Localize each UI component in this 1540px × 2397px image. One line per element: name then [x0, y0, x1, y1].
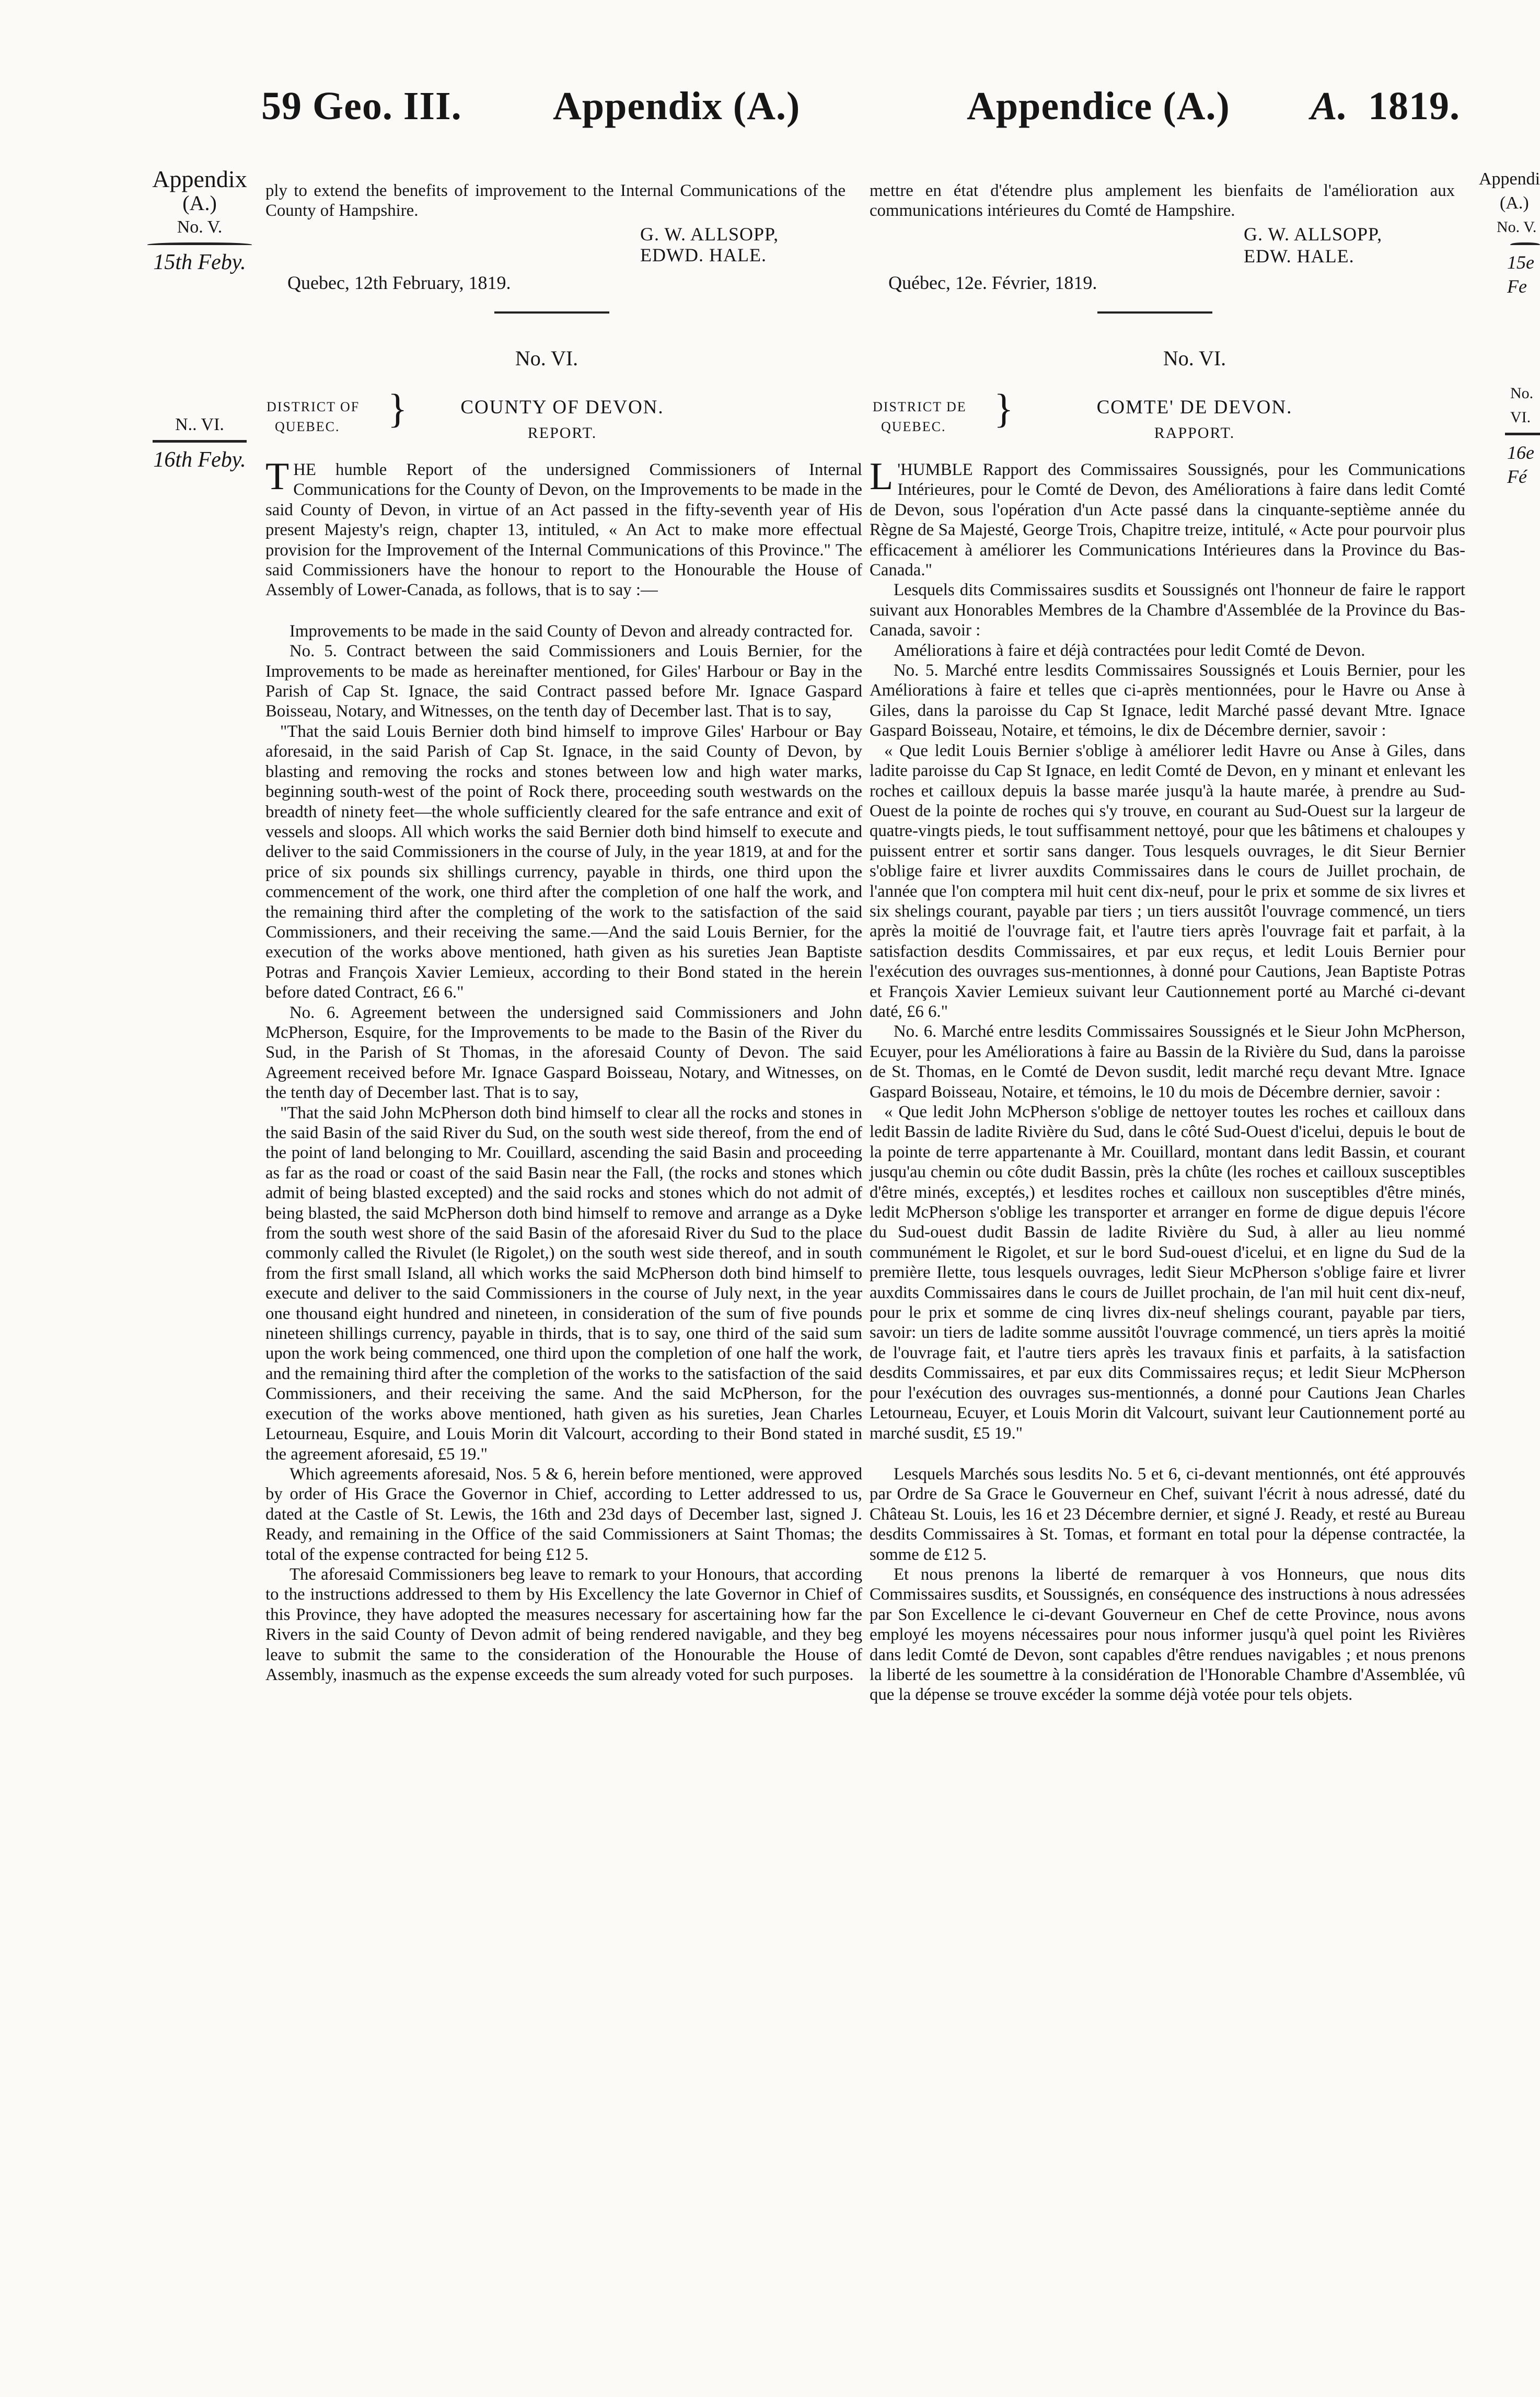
contract-no6-terms-fr: « Que ledit John McPherson s'oblige de nettoyer toutes les roches et cailloux dans ledit Bassin de ladite Rivière du Sud, dans le côté Sud-Ouest d'icelui, depuis le bout de la pointe de terre appartenante à Mr. Couillard, montant dans ledit Bassin, et courant jusqu'au chemin ou côte dudit Bassin, près la chûte (les roches et cailloux susceptibles d'être minés, exceptés,) et lesdites roches et cailloux non susceptibles d'être minés, ledit McPherson s'oblige les transporter et arranger en forme de digue depuis l'écore du Sud-ouest dudit Bassin de ladite Rivière du Sud, à aller au lieu nommé communément le Rigolet, et sur le bord Sud-ouest d'icelui, et en ligne du Sud de la première Ilette, tous lesquels ouvrages, ledit Sieur McPherson s'oblige faire et livrer auxdits Commissaires dans le cours de Juillet prochain, de l'an mil huit cent dix-neuf, pour le prix et somme de cinq livres dix-neuf shelings courant, payable par tiers, savoir: un tiers de ladite somme aussitôt l'ouvrage commencé, un tiers après la moitié de l'ouvrage fait, et l'autre tiers après les travaux finis et parfaits, à la satisfaction desdits Commissaires, et par eux dits Commissaires reçus; et ledit Sieur McPherson pour l'exécution des ouvrages sus-mentionnés, a donné pour Cautions Jean Charles Letourneau, Ecuyer, et Louis Morin dit Valcourt, suivant leur Cautionnement porté au marché susdit, £5 19."	[870, 1103, 1465, 1443]
header-year-letter: A.	[1311, 84, 1348, 128]
contract-no6-terms-en: "That the said John McPherson doth bind himself to clear all the rocks and stones in the said Basin of the said River du Sud, on the south west side thereof, from the end of the point of land belonging to Mr. Couillard, ascending the said Basin and proceeding as far as the road or coast of the said Basin near the Fall, (the rocks and stones which admit of being blasted excepted) and the said rocks and stones which do not admit of being blasted, the said McPherson doth bind himself to remove and arrange as a Dyke from the south west shore of the said Basin of the aforesaid River du Sud to the place commonly called the Rivulet (le Rigolet,) on the south west side thereof, and in south from the first small Island, all which works the said McPherson doth bind himself to execute and deliver to the said Commissioners in the course of July next, in the year one thousand eight hundred and nineteen, in consideration of the sum of five pounds nineteen shillings currency, payable in thirds, that is to say, one third of the said sum upon the work being commenced, one third upon the completion of one half the work, and the remaining third after the completion of the works to the satisfaction of the said Commissioners, and their receiving the same. And the said McPherson, for the execution of the works above mentioned, hath given as his sureties, Jean Charles Letourneau, Esquire, and Louis Morin dit Valcourt, according to their Bond stated in the agreement aforesaid, £5 19."	[265, 1103, 862, 1464]
dateline-en: Quebec, 12th February, 1819.	[287, 272, 511, 293]
margin-brace	[153, 440, 247, 446]
county-title-fr: COMTE' DE DEVON.	[1096, 397, 1293, 418]
section-number-fr: No. VI.	[1163, 346, 1226, 370]
margin-appendix-label: Appendi	[1479, 169, 1540, 189]
signature-hale-fr: EDW. HALE.	[1244, 246, 1354, 267]
remark-paragraph-fr: Et nous prenons la liberté de remarquer à vos Honneurs, que nous dits Commissaires susdits, et Soussignés, en conséquence des instructions à nous adressées par Son Excellence le ci-devant Gouverneur en Chef de cette Province, nous avons employé les moyens nécessaires pour nous informer jusqu'à quel point les Rivières dans ledit Comté de Devon, sont capables d'être rendues navigables ; et nous prenons la liberté de les soumettre à la considération de l'Honorable Chambre d'Assemblée, vû que la dépense se trouve excéder la somme déjà votée pour tels objets.	[870, 1565, 1465, 1705]
margin-date-v: 15th Feby.	[153, 250, 246, 274]
header-regnal-year: 59 Geo. III.	[261, 84, 462, 128]
french-report-column	[870, 455, 1465, 1705]
contract-no5-fr: No. 5. Marché entre lesdits Commissaires Soussignés et Louis Bernier, pour les Améliorations à faire et telles que ci-après mentionnées, pour le Havre ou Anse à Giles, dans la paroisse du Cap St Ignace, ledit Marché passé devant Mtre. Ignace Gaspard Boisseau, Notaire, et témoins, le dix de Décembre dernier, savoir :	[870, 661, 1465, 740]
remark-paragraph-en: The aforesaid Commissioners beg leave to remark to your Honours, that according to the instructions addressed to them by His Excellency the late Governor in Chief of this Province, they have adopted the measures necessary for ascertaining how far the Rivers in the said County of Devon admit of being rendered navigable, and they beg leave to submit the same to the consideration of the Honourable the House of Assembly, inasmuch as the expense exceeds the sum already voted for such purposes.	[265, 1565, 862, 1684]
header-year: 1819.	[1368, 84, 1460, 128]
margin-right-no5	[1479, 167, 1540, 298]
no5-closing-fr	[870, 181, 1455, 221]
dropcap-fr: L	[870, 455, 894, 498]
margin-appendix-label: Appendix	[152, 166, 247, 192]
no5-closing-text-fr: mettre en état d'étendre plus amplement les bienfaits de l'amélioration aux communications intérieures du Comté de Hampshire.	[870, 181, 1455, 221]
no5-closing-en	[265, 181, 846, 221]
approval-paragraph-en: Which agreements aforesaid, Nos. 5 & 6, herein before mentioned, were approved by order of His Grace the Governor in Chief, according to Letter addressed to us, dated at the Castle of St. Lewis, the 16th and 23d days of December last, signed J. Ready, and remaining in the Office of the said Commissioners at Saint Thomas; the total of the expense contracted for being £12 5.	[265, 1464, 862, 1564]
margin-date-v: 15e Fe	[1507, 252, 1534, 297]
contract-no5-en: No. 5. Contract between the said Commissioners and Louis Bernier, for the Improvements to be made as hereinafter mentioned, for Giles' Harbour or Bay in the Parish of Cap St. Ignace, the said Contract passed before Mr. Ignace Gaspard Boisseau, Notary, and Witnesses, on the tenth day of December last. That is to say,	[265, 642, 862, 721]
header-appendix-en: Appendix (A.)	[553, 84, 801, 128]
margin-appendix-letter: (A.)	[1500, 193, 1529, 213]
margin-left-no5	[147, 167, 252, 274]
no5-closing-text-en: ply to extend the benefits of improvement to the Internal Communications of the County of Hampshire.	[265, 181, 846, 221]
contract-no6-fr: No. 6. Marché entre lesdits Commissaires Soussignés et le Sieur John McPherson, Ecuyer, pour les Améliorations à faire au Bassin de la Rivière du Sud, dans la paroisse de St. Thomas, en le Comté de Devon susdit, ledit marché reçu devant Mtre. Ignace Gaspard Boisseau, Notaire, et témoins, le 10 du mois de Décembre dernier, savoir :	[870, 1022, 1465, 1102]
signature-allsopp-en: G. W. ALLSOPP,	[640, 224, 779, 245]
report-intro-en	[265, 455, 862, 600]
district-line-1: DISTRICT OF	[267, 399, 360, 414]
header-appendix-fr: Appendice (A.)	[967, 84, 1230, 128]
signature-hale-en: EDWD. HALE.	[640, 245, 767, 265]
contract-no5-terms-en: "That the said Louis Bernier doth bind himself to improve Giles' Harbour or Bay aforesaid, in the said Parish of Cap St. Ignace, in the said County of Devon, by blasting and removing the rocks and stones between low and high water marks, beginning south-west of the point of Rock there, proceeding south westwards on the breadth of ninety feet—the whole sufficiently cleared for the safe entrance and exit of vessels and sloops. All which works the said Bernier doth bind himself to execute and deliver to the said Commissioners in the course of July, in the year 1819, at and for the price of six pounds six shillings currency, payable in thirds, one third upon the commencement of the work, one third after the completion of one half the work, and the remaining third after the completing of the work to the satisfaction of the said Commissioners, and their receiving the same.—And the said Louis Bernier, for the execution of the works above mentioned, hath given as his sureties Jean Baptiste Potras and François Xavier Lemieux, according to their Bond stated in the herein before dated Contract, £6 6."	[265, 722, 862, 1002]
district-line-2: QUEBEC.	[275, 419, 340, 434]
report-subtitle-en: REPORT.	[527, 424, 597, 442]
district-label-fr	[873, 397, 993, 437]
margin-right-no6	[1479, 381, 1540, 489]
contract-no6-en: No. 6. Agreement between the undersigned said Commissioners and John McPherson, Esquire, for the Improvements to be made to the Basin of the River du Sud, in the Parish of St Thomas, in the aforesaid County of Devon. The said Agreement received before Mr. Ignace Gaspard Boisseau, Notary, and Witnesses, on the tenth day of December last. That is to say,	[265, 1003, 862, 1103]
margin-brace	[1505, 433, 1540, 438]
margin-date-vi: 16e Fé	[1507, 442, 1534, 487]
dateline-fr: Québec, 12e. Février, 1819.	[888, 272, 1097, 293]
report-preamble-fr: Lesquels dits Commissaires susdits et Soussignés ont l'honneur de faire le rapport suivant aux Honorables Membres de la Chambre d'Assemblée de la Province du Bas-Canada, savoir :	[870, 581, 1465, 640]
intro-text-fr: 'HUMBLE Rapport des Commissaires Soussignés, pour les Communications Intérieures, pour le Comté de Devon, des Améliorations à faire dans ledit Comté de Devon, sous l'opération d'un Acte passé dans la cinquante-septième année du Règne de Sa Majesté, George Trois, Chapitre treize, intitulé, « Acte pour pourvoir plus efficacement à améliorer les Communications Intérieures dans la Province du Bas-Canada."	[870, 460, 1465, 580]
margin-number-v: No. V.	[1497, 218, 1537, 236]
report-intro-fr	[870, 455, 1465, 580]
improvements-heading-en: Improvements to be made in the said County of Devon and already contracted for.	[290, 621, 853, 641]
report-subtitle-fr: RAPPORT.	[1154, 424, 1235, 442]
district-label-en	[267, 397, 387, 437]
improvements-heading-fr: Améliorations à faire et déjà contractées pour ledit Comté de Devon.	[894, 641, 1365, 660]
divider-rule-fr	[1097, 311, 1212, 314]
county-title-en: COUNTY OF DEVON.	[460, 397, 664, 418]
district-line-1: DISTRICT DE	[873, 399, 967, 414]
section-number-en: No. VI.	[515, 346, 578, 370]
english-report-column	[265, 455, 862, 1685]
divider-rule-en	[494, 311, 609, 314]
dropcap-en: T	[265, 455, 290, 498]
contract-no5-terms-fr: « Que ledit Louis Bernier s'oblige à améliorer ledit Havre ou Anse à Giles, dans ladite paroisse du Cap St Ignace, en ledit Comté de Devon, en y minant et enlevant les roches et cailloux depuis la basse marée jusqu'à la haute marée, à prendre au Sud-Ouest de la pointe de roches qui s'y trouve, en courant au Sud-Ouest sur la largeur de quatre-vingts pieds, le tout suffisamment nettoyé, pour que les bâtimens et chaloupes y puissent entrer et sortir sans danger. Tous lesquels ouvrages, le dit Sieur Bernier s'oblige faire et livrer auxdits Commissaires dans le cours de Juillet prochain, de l'année que l'on comptera mil huit cent dix-neuf, pour le prix et somme de six livres et six shelings courant, payable par tiers ; un tiers aussitôt l'ouvrage commencé, un tiers après la moitié de l'ouvrage fait, et l'autre tiers après l'ouvrage fait et parfait, à la satisfaction desdits Commissaires, et par eux reçus, et ledit Louis Bernier pour l'exécution des ouvrages sus-mentionnes, à donné pour Cautions, Jean Baptiste Potras et François Xavier Lemieux suivant leur Cautionnement porté au Marché ci-devant daté, £6 6."	[870, 741, 1465, 1021]
margin-brace	[147, 242, 252, 248]
margin-left-no6	[153, 413, 247, 472]
signature-allsopp-fr: G. W. ALLSOPP,	[1244, 224, 1383, 245]
margin-appendix-letter: (A.)	[182, 191, 217, 215]
district-brace-fr: }	[994, 386, 1014, 431]
margin-number-vi: N.. VI.	[175, 415, 224, 434]
margin-number-vi: No. VI.	[1510, 385, 1534, 426]
margin-brace	[1510, 242, 1540, 248]
district-line-2: QUEBEC.	[881, 419, 946, 434]
margin-date-vi: 16th Feby.	[153, 448, 246, 472]
district-brace-en: }	[388, 386, 408, 431]
margin-number-v: No. V.	[177, 217, 223, 237]
approval-paragraph-fr: Lesquels Marchés sous lesdits No. 5 et 6, ci-devant mentionnés, ont été approuvés par Ordre de Sa Grace le Gouverneur en Chef, suivant l'écrit à nous adressé, daté du Château St. Louis, les 16 et 23 Décembre dernier, et signé J. Ready, et resté au Bureau desdits Commissaires à St. Tomas, et formant en total pour la dépense contractée, la somme de £12 5.	[870, 1464, 1465, 1564]
intro-text-en: HE humble Report of the undersigned Commissioners of Internal Communications for the County of Devon, on the Improvements to be made in the said County of Devon, in virtue of an Act passed in the fifty-seventh year of His present Majesty's reign, chapter 13, intituled, « An Act to make more effectual provision for the Improvement of the Internal Communications of this Province." The said Commissioners have the honour to report to the Honourable the House of Assembly of Lower-Canada, as follows, that is to say :—	[265, 460, 862, 600]
